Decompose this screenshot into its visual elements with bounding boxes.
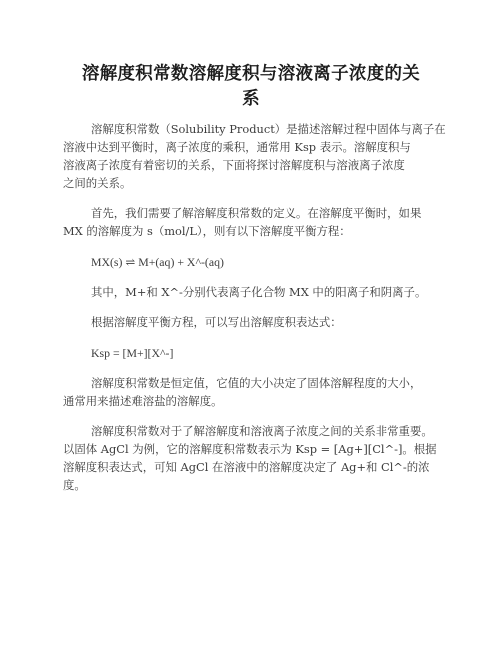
paragraph-2-line-1: 首先，我们需要了解溶解度积常数的定义。在溶解度平衡时，如果: [91, 206, 422, 220]
paragraph-6-line-1: 溶解度积常数对于了解溶解度和溶液离子浓度之间的关系非常重要。: [91, 424, 433, 438]
paragraph-6-line-2: 以固体 AgCl 为例，它的溶解度积常数表示为 Ksp = [Ag+][Cl^-]。根据: [63, 442, 437, 456]
paragraph-5-line-2: 通常用来描述难溶盐的溶解度。: [63, 394, 223, 408]
paragraph-3-line-1: 其中，M+和 X^-分别代表离子化合物 MX 中的阳离子和阴离子。: [91, 285, 427, 299]
paragraph-1-line-3: 溶液离子浓度有着密切的关系，下面将探讨溶解度积与溶液离子浓度: [63, 158, 405, 172]
paragraph-4-line-1: 根据溶解度平衡方程，可以写出溶解度积表达式：: [91, 315, 342, 329]
paragraph-1-line-2: 溶液中达到平衡时，离子浓度的乘积，通常用 Ksp 表示。溶解度积与: [63, 140, 411, 154]
equilibrium-equation: MX(s) ⇌ M+(aq) + X^-(aq): [91, 255, 224, 269]
ksp-expression: Ksp = [M+][X^-]: [91, 346, 174, 360]
paragraph-5-line-1: 溶解度积常数是恒定值，它值的大小决定了固体溶解程度的大小，: [91, 376, 422, 390]
paragraph-6-line-4: 度。: [63, 478, 86, 492]
paragraph-6-line-3: 溶解度积表达式，可知 AgCl 在溶液中的溶解度决定了 Ag+和 Cl^-的浓: [63, 460, 430, 474]
paragraph-1-line-1: 溶解度积常数（Solubility Product）是描述溶解过程中固体与离子在: [91, 122, 446, 136]
page-title: [40, 62, 462, 112]
title-line-1: 溶解度积常数溶解度积与溶液离子浓度的关: [81, 64, 421, 84]
title-line-2: 系: [242, 89, 260, 109]
paragraph-1-line-4: 之间的关系。: [63, 176, 132, 190]
paragraph-2-line-2: MX 的溶解度为 s（mol/L），则有以下溶解度平衡方程：: [63, 224, 351, 238]
